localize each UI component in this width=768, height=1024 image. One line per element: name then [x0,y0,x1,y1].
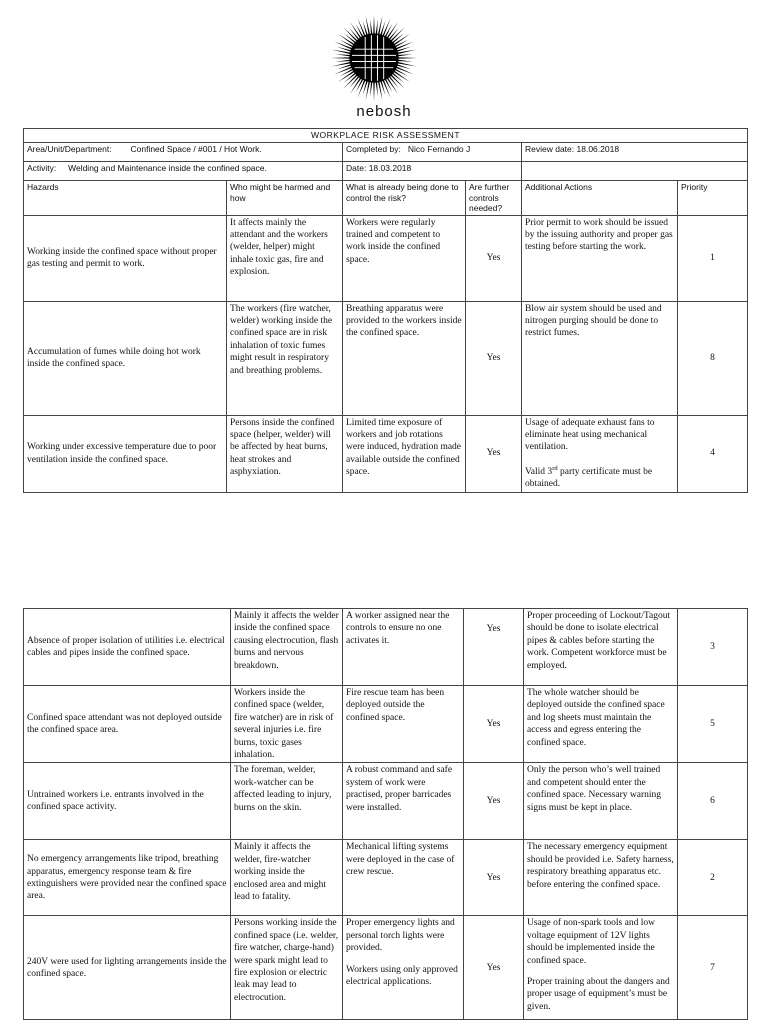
activity-label: Activity: [27,163,57,173]
further-cell: Yes [464,763,524,840]
who-cell: Mainly it affects the welder inside the confined space causing electrocution, flash burns and nervous breakdown. [231,609,343,686]
priority-cell: 1 [678,215,748,301]
control-cell: Limited time exposure of workers and job rotations were induced, hydration made available outside the confined space. [343,415,466,492]
activity-value: Welding and Maintenance inside the confined space. [68,163,267,173]
assessment-title: WORKPLACE RISK ASSESSMENT [24,129,748,143]
hazard-cell: Working inside the confined space without proper gas testing and permit to work. [24,215,227,301]
action-cell: The whole watcher should be deployed outside the confined space and log sheets must maintain the access and egress entering the confined space. [524,686,678,763]
further-cell: Yes [466,301,522,415]
who-cell: It affects mainly the attendant and the workers (welder, helper) might inhale toxic gas, fire and explosion. [227,215,343,301]
further-cell: Yes [464,686,524,763]
action-cell [522,415,678,492]
further-cell: Yes [466,415,522,492]
table-row [24,686,748,763]
control-cell: Mechanical lifting systems were deployed in the case of crew rescue. [343,840,464,916]
hazard-cell: Untrained workers i.e. entrants involved in the confined space activity. [24,763,231,840]
area-label: Area/Unit/Department: [27,144,112,154]
action-cell: Prior permit to work should be issued by the issuing authority and proper gas testing before starting the work. [522,215,678,301]
table-row [24,415,748,492]
table-row [24,840,748,916]
priority-cell: 5 [678,686,748,763]
table-row [24,916,748,1020]
nebosh-logo [330,14,418,102]
empty-cell [522,162,748,181]
priority-cell: 2 [678,840,748,916]
col-header-actions: Additional Actions [522,181,678,216]
table-row [24,609,748,686]
hazard-cell: No emergency arrangements like tripod, breathing apparatus, emergency response team & fire extinguishers were provided near the confined space area. [24,840,231,916]
action-text: Usage of adequate exhaust fans to eliminate heat using mechanical ventilation. [525,417,655,453]
control-cell: Workers were regularly trained and competent to work inside the confined space. [343,215,466,301]
action-text-2: Proper training about the dangers and proper usage of equipment’s must be given. [527,977,670,1012]
control-text: Proper emergency lights and personal torch lights were provided. [346,918,455,954]
control-cell: A worker assigned near the controls to ensure no one activates it. [343,609,464,686]
control-cell: Fire rescue team has been deployed outside the confined space. [343,686,464,763]
table-row [24,301,748,415]
action-text-2 [525,463,674,491]
date-value: 18.03.2018 [368,163,412,173]
further-cell: Yes [466,215,522,301]
date-field [343,162,522,181]
review-value: 18.06.2018 [576,144,620,154]
hazard-cell: Confined space attendant was not deployed outside the confined space area. [24,686,231,763]
priority-cell: 6 [678,763,748,840]
priority-cell: 7 [678,916,748,1020]
further-cell: Yes [464,916,524,1020]
further-cell: Yes [464,609,524,686]
action-text-2-post: party certificate must be obtained. [525,466,653,490]
completed-field [343,143,522,162]
action-cell: Blow air system should be used and nitrogen purging should be done to restrict fumes. [522,301,678,415]
review-label: Review date: [525,144,575,154]
col-header-who: Who might be harmed and how [227,181,343,216]
action-cell: Proper proceeding of Lockout/Tagout should be done to isolate electrical pipes & cables before starting the work. Competent workforce must be employed. [524,609,678,686]
control-cell: Breathing apparatus were provided to the workers inside the confined space. [343,301,466,415]
who-cell: Mainly it affects the welder, fire-watcher working inside the enclosed area and might lead to fatality. [231,840,343,916]
completed-value: Nico Fernando J [407,144,471,154]
who-cell: Persons working inside the confined space (i.e. welder, fire watcher, charge-hand) were spark might lead to fire explosion or electric leak may lead to electrocution. [231,916,343,1020]
control-text-2: Workers using only approved electrical applications. [346,964,458,988]
priority-cell: 4 [678,415,748,492]
completed-label: Completed by: [346,144,401,154]
col-header-control: What is already being done to control the risk? [343,181,466,216]
brand-name: nebosh [356,103,412,120]
who-cell: The workers (fire watcher, welder) working inside the confined space are in risk inhalation of toxic fumes might result in respiratory and breathing problems. [227,301,343,415]
table-row [24,215,748,301]
control-cell: A robust command and safe system of work were practised, proper barricades were installed. [343,763,464,840]
control-cell [343,916,464,1020]
review-field [522,143,748,162]
priority-cell: 3 [678,609,748,686]
date-label: Date: [346,163,367,173]
hazard-cell: Working under excessive temperature due to poor ventilation inside the confined space. [24,415,227,492]
priority-cell: 8 [678,301,748,415]
area-value: Confined Space / #001 / Hot Work. [130,144,262,154]
who-cell: Workers inside the confined space (welder, fire watcher) are in risk of several injuries i.e. fire burns, toxic gases inhalation. [231,686,343,763]
hazard-cell: 240V were used for lighting arrangements inside the confined space. [24,916,231,1020]
col-header-hazards: Hazards [24,181,227,216]
further-cell: Yes [464,840,524,916]
action-text: Usage of non-spark tools and low voltage equipment of 12V lights should be implemented inside the confined space. [527,918,655,966]
who-cell: Persons inside the confined space (helper, welder) will be affected by heat burns, heat strokes and asphyxiation. [227,415,343,492]
ordinal-suffix: rd [552,464,558,472]
action-cell [524,916,678,1020]
action-cell: Only the person who’s well trained and competent should enter the confined space. Necessary warning signs must be kept in place. [524,763,678,840]
area-field [24,143,343,162]
risk-assessment-table-2 [23,608,748,1020]
col-header-further: Are further controls needed? [466,181,522,216]
hazard-cell: Accumulation of fumes while doing hot work inside the confined space. [24,301,227,415]
who-cell: The foreman, welder, work-watcher can be affected leading to injury, burns on the skin. [231,763,343,840]
action-text-2-pre: Valid 3 [525,466,553,477]
hazard-cell: Absence of proper isolation of utilities i.e. electrical cables and pipes inside the confined space. [24,609,231,686]
risk-assessment-table-1 [23,128,748,493]
activity-field [24,162,343,181]
col-header-priority: Priority [678,181,748,216]
table-row [24,763,748,840]
action-cell: The necessary emergency equipment should be provided i.e. Safety harness, respiratory breathing apparatus etc. before entering the confined space. [524,840,678,916]
